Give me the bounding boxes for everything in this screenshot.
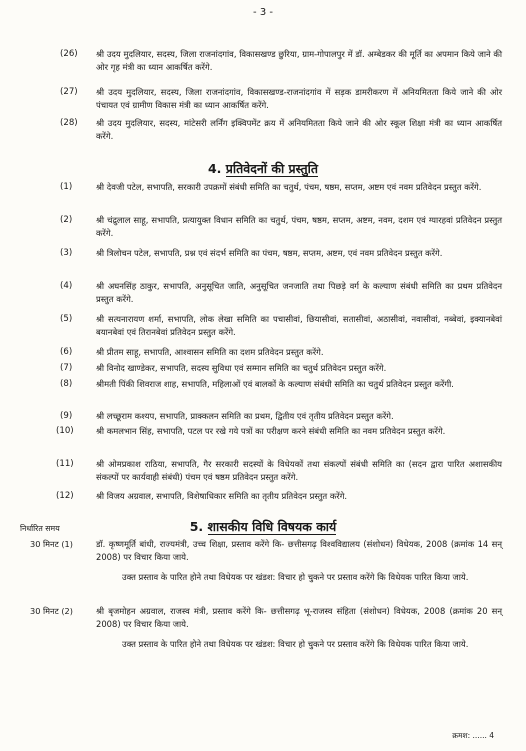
item-number: (11) xyxy=(56,459,74,469)
item-number: (2) xyxy=(60,215,73,225)
section-number: 4. xyxy=(207,161,222,176)
item-text: श्री देवजी पटेल, सभापति, सरकारी उपक्रमों संबंधी समिति का चतुर्थ, पंचम, षष्ठम, सप्तम, अष्टम एवं नवम प्रतिवेदन प्रस्तुत करेंगे. xyxy=(96,182,482,192)
continued-marker: क्रमश: ...... 4 xyxy=(452,731,494,740)
item-number: (4) xyxy=(60,281,73,291)
section-number: 5. xyxy=(189,519,204,534)
item-number: (10) xyxy=(56,426,74,436)
item-text: श्री चंद्रुलाल साहू, सभापति, प्रत्यायुक्त विधान समिति का चतुर्थ, पंचम, षष्ठम, सप्तम, अष्टम, नवम, दशम एवं ग्यारहवां प्रतिवेदन प्रस्तुत करेंगे. xyxy=(96,215,502,238)
scheduled-time-label: निर्धारित समय xyxy=(20,524,60,533)
item-text: डॉ. कृष्णमूर्ति बांधी, राज्यमंत्री, उच्च शिक्षा, प्रस्ताव करेंगे कि- छत्तीसगढ़ विश्वविद्यालय (संशोधन) विधेयक, 2008 (क्रमांक 14 सन् 2008) पर विचार किया जाये. xyxy=(96,539,502,562)
section-title: प्रतिवेदनों की प्रस्तुति xyxy=(225,161,319,176)
item-text: श्री कमलभान सिंह, सभापति, पटल पर रखे गये पत्रों का परीक्षण करने संबंधी समिति का नवम प्रतिवेदन प्रस्तुत करेंगे. xyxy=(96,426,446,436)
item-text: श्री विजय अग्रवाल, सभापति, विशेषाधिकार समिति का तृतीय प्रतिवेदन प्रस्तुत करेंगे. xyxy=(96,491,348,501)
item-text: श्री उदय मुदलियार, सदस्य, मांटेसरी लर्निंग इक्विपमेंट क्रय में अनियमितता किये जाने की ओर स्कूल शिक्षा मंत्री का ध्यान आकर्षित करेंगे. xyxy=(96,118,502,141)
item-followup-text: उक्त प्रस्ताव के पारित होने तथा विधेयक पर खंडश: विचार हो चुकने पर प्रस्ताव करेंगे कि विधेयक पारित किया जाये. xyxy=(122,639,469,649)
item-number: (3) xyxy=(60,248,73,258)
item-number: (28) xyxy=(60,118,78,128)
time-allotted: 30 मिनट (2) xyxy=(30,606,73,616)
item-text: श्री अघनसिंह ठाकुर, सभापति, अनुसूचित जाति, अनुसूचित जनजाति तथा पिछड़े वर्ग के कल्याण संबंधी समिति का प्रथम प्रतिवेदन प्रस्तुत करेंगे. xyxy=(96,281,502,304)
item-text: श्री उदय मुदलियार, सदस्य, जिला राजनांदगांव, विकासखण्ड छुरिया, ग्राम-गोपालपुर में डॉ. अम्बेडकर की मूर्ति का अपमान किये जाने की ओर गृह मंत्री का ध्यान आकर्षित करेंगे. xyxy=(96,49,502,72)
item-text: श्री प्रीतम साहू, सभापति, आश्वासन समिति का दशम प्रतिवेदन प्रस्तुत करेंगे. xyxy=(96,347,324,357)
item-text: श्री त्रिलोचन पटेल, सभापति, प्रश्न एवं संदर्भ समिति का पंचम, षष्ठम, सप्तम, अष्टम, एवं नवम प्रतिवेदन प्रस्तुत करेंगे. xyxy=(96,248,443,258)
item-number: (12) xyxy=(56,491,74,501)
item-text: श्री लच्छूराम कश्यप, सभापति, प्राक्कलन समिति का प्रथम, द्वितीय एवं तृतीय प्रतिवेदन प्रस्तुत करेंगे. xyxy=(96,411,394,421)
item-number: (5) xyxy=(60,314,73,324)
item-number: (26) xyxy=(60,49,78,59)
item-text: श्रीमती पिंकी शिवराज शाह, सभापति, महिलाओं एवं बालकों के कल्याण संबंधी समिति का चतुर्थ प्रतिवेदन प्रस्तुत करेंगी. xyxy=(96,379,454,389)
item-number: (7) xyxy=(60,363,73,373)
time-allotted: 30 मिनट (1) xyxy=(30,539,73,549)
section-heading xyxy=(0,160,526,177)
item-number: (9) xyxy=(60,411,73,421)
section-title: शासकीय विधि विषयक कार्य xyxy=(207,519,337,534)
item-text: श्री ओमप्रकाश राठिया, सभापति, गैर सरकारी सदस्यों के विधेयकों तथा संकल्पों संबंधी समिति का (सदन द्वारा पारित अशासकीय संकल्पों पर कार्यवाही संबंधी) पंचम एवं षष्ठम प्रतिवेदन प्रस्तुत करेंगे. xyxy=(96,459,502,482)
item-text: श्री उदय मुदलियार, सदस्य, जिला राजनांदगांव, विकासखण्ड-राजनांदगांव में सड़क डामरीकरण में अनियमितता किये जाने की ओर पंचायत एवं ग्रामीण विकास मंत्री का ध्यान आकर्षित करेंगे. xyxy=(96,87,502,110)
item-number: (6) xyxy=(60,347,73,357)
item-text: श्री बृजमोहन अग्रवाल, राजस्व मंत्री, प्रस्ताव करेंगे कि- छत्तीसगढ़ भू-राजस्व संहिता (संशोधन) विधेयक, 2008 (क्रमांक 20 सन् 2008) पर विचार किया जाये. xyxy=(96,606,502,629)
item-text: श्री विनोद खाण्डेकर, सभापति, सदस्य सुविधा एवं सम्मान समिति का चतुर्थ प्रतिवेदन प्रस्तुत करेंगे. xyxy=(96,363,387,373)
item-number: (8) xyxy=(60,379,73,389)
section-heading xyxy=(0,518,526,535)
item-followup-text: उक्त प्रस्ताव के पारित होने तथा विधेयक पर खंडश: विचार हो चुकने पर प्रस्ताव करेंगे कि विधेयक पारित किया जाये. xyxy=(122,572,469,582)
item-text: श्री सत्यनारायण शर्मा, सभापति, लोक लेखा समिति का पचासीवां, छियासीवां, सतासीवां, अठासीवां, नवासीवां, नब्बेवां, इक्यानबेवां बयानबेवां एवं तिरानबेवां प्रतिवेदन प्रस्तुत करेंगे. xyxy=(96,314,502,337)
item-number: (1) xyxy=(60,182,73,192)
item-number: (27) xyxy=(60,87,78,97)
page-number: - 3 - xyxy=(253,7,273,18)
